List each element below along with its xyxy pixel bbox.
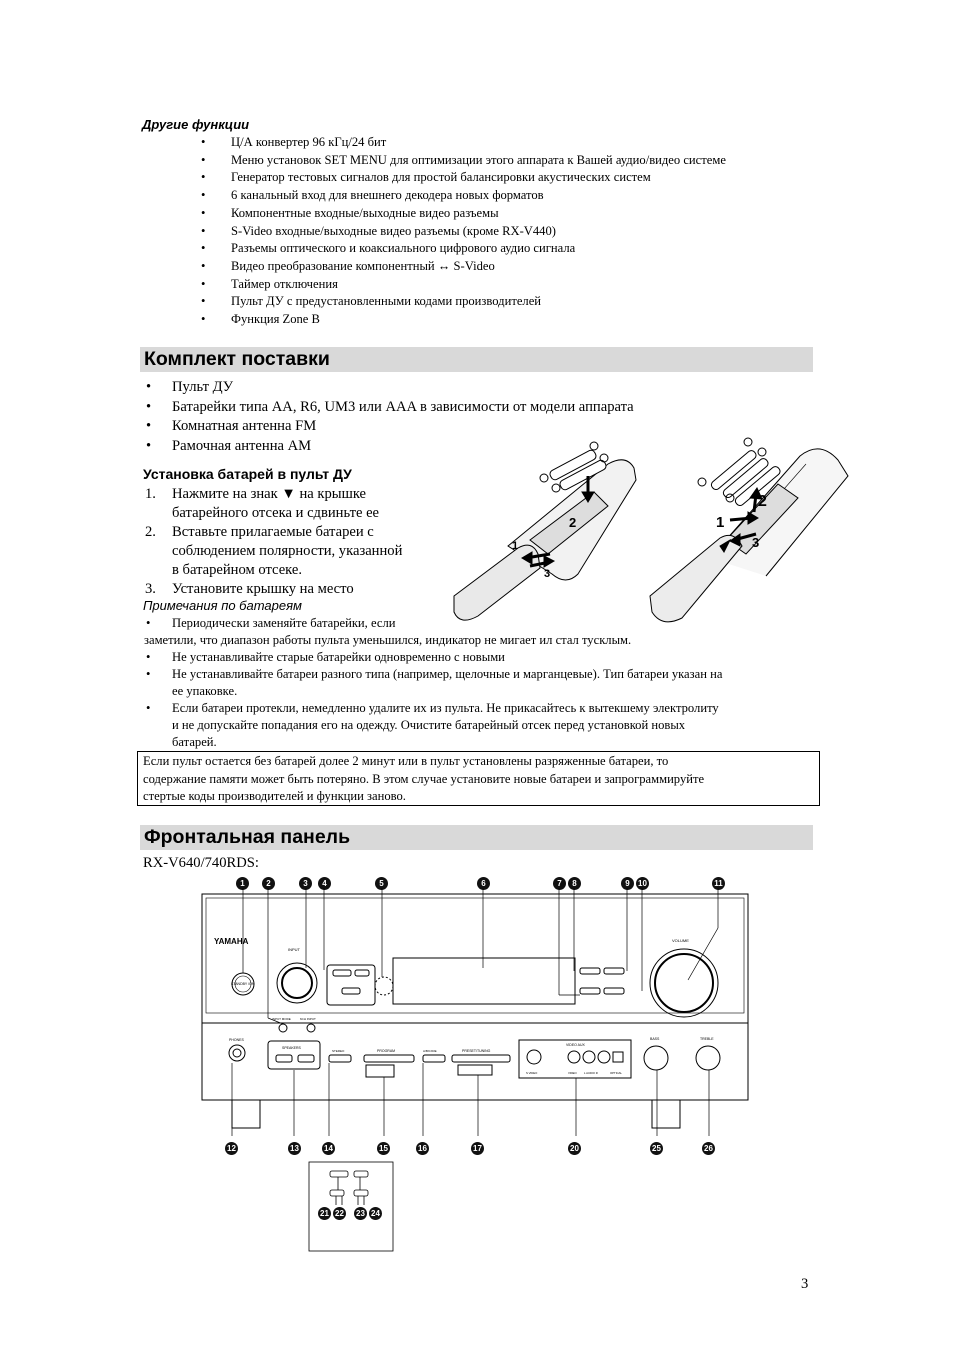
note-text: • Не устанавливайте батареи разного типа (например, щелочные и марганцевые). Тип батареи указан на [172,667,723,681]
callout-badge: 26 [702,1142,715,1155]
list-item: • Батарейки типа AA, R6, UM3 или AAA в зависимости от модели аппарата [144,398,634,418]
callout-badge: 11 [712,877,725,890]
panel-label: BASS [650,1037,660,1041]
note-text: заметили, что диапазон работы пульта уменьшился, индикатор не мигает ил стал тусклым. [144,633,632,647]
note-text: • Если батареи протекли, немедленно удалите их из пульта. Не прикасайтесь к вытекшему электролиту [172,701,719,715]
step-number: 2. [145,524,156,540]
step-text: Нажмите на знак ▼ на крышке [172,486,367,502]
callout-badge: 5 [375,877,388,890]
phones-jack [229,1045,245,1061]
s-video-jack [527,1050,541,1064]
callout-badge: 7 [553,877,566,890]
figure-label: 2 [758,493,767,510]
figure-label: 1 [512,540,519,552]
front-panel-heading: Фронтальная панель [144,826,351,848]
list-item: • Рамочная антенна AM [144,437,634,457]
callout-badge: 14 [322,1142,335,1155]
panel-label: A/B/C/D/E [423,1049,437,1053]
other-functions-list [201,134,726,329]
list-item: • Компонентные входные/выходные видео разъемы [201,205,726,223]
callout-badge: 9 [621,877,634,890]
panel-label: VIDEO [568,1071,577,1075]
callout-badge: 8 [568,877,581,890]
battery-install-heading: Установка батарей в пульт ДУ [143,466,352,482]
list-item: • Таймер отключения [201,276,726,294]
warning-text: Если пульт остается без батарей долее 2 минут или в пульт установлены разряженные батареи, то [143,754,669,768]
battery-cover-right [650,535,742,622]
step-number: 3. [145,581,156,597]
callout-badge: 20 [568,1142,581,1155]
battery-steps [144,485,444,599]
panel-label: TREBLE [700,1037,714,1041]
list-item: • Видео преобразование компонентный ↔ S-Video [201,258,726,276]
program-button [364,1055,414,1062]
figure-label: 1 [716,514,725,531]
callout-badge: 16 [416,1142,429,1155]
preset-tuning-button [452,1055,510,1062]
note-text: батарей. [172,735,217,749]
callout-badge: 23 [354,1207,367,1220]
optical-jack [613,1052,623,1062]
list-item: • Ц/А конвертер 96 кГц/24 бит [201,134,726,152]
callout-badge: 15 [377,1142,390,1155]
step-text: соблюдением полярности, указанной [172,543,403,559]
list-item: • S-Video входные/выходные видео разъемы (кроме RX-V440) [201,223,726,241]
figure-label: 3 [752,535,760,550]
bass-knob [644,1046,668,1070]
audio-l-jack [583,1051,595,1063]
list-item: • 6 канальный вход для внешнего декодера новых форматов [201,187,726,205]
step-number: 1. [145,486,156,502]
list-item: • Функция Zone B [201,311,726,329]
list-item: • Меню установок SET MENU для оптимизации этого аппарата к Вашей аудио/видео системе [201,152,726,170]
list-item [144,615,824,649]
figure-label: 2 [569,515,577,530]
panel-label: 6CH INPUT [300,1017,316,1021]
list-item [144,700,824,751]
panel-label: OPTICAL [610,1071,622,1075]
memory-warning-box [137,751,820,806]
speaker-b-button [298,1055,314,1062]
list-item [144,666,824,700]
warning-text: стертые коды производителей и функции заново. [143,789,406,803]
video-jack [568,1051,580,1063]
input-mode-button [279,1024,287,1032]
front-panel-section-band [140,825,813,850]
callout-badge: 22 [333,1207,346,1220]
brand-logo-text: YAMAHA [214,937,249,946]
package-heading: Комплект поставки [144,348,330,370]
other-functions-heading: Другие функции [142,117,250,132]
page-number: 3 [801,1276,809,1292]
receiver-front-panel [196,888,756,1136]
panel-label: INPUT [288,947,300,952]
step-text: Установите крышку на место [172,581,354,597]
panel-label: PRESET/TUNING [462,1049,491,1053]
callout-badge: 12 [225,1142,238,1155]
volume-knob [650,949,718,1017]
step-3 [144,580,444,599]
callout-badge: 25 [650,1142,663,1155]
callout-badge: 2 [262,877,275,890]
step-1 [144,485,444,523]
list-item: • Пульт ДУ [144,378,634,398]
panel-label: PHONES [229,1038,244,1042]
stereo-button [329,1055,351,1062]
step-text: батарейного отсека и сдвиньте ее [172,505,380,521]
panel-label: STANDBY /ON [231,982,255,986]
list-item: • Пульт ДУ с предустановленными кодами производителей [201,293,726,311]
panel-label: L AUDIO R [584,1071,598,1075]
note-text: и не допускайте попадания его на одежду. Очистите батарейный отсек перед установкой новых [172,718,686,732]
figure-label: 3 [544,568,551,580]
speaker-a-button [276,1055,292,1062]
note-text: • Периодически заменяйте батарейки, если [172,616,396,630]
step-2 [144,523,444,580]
callout-badge: 3 [299,877,312,890]
callout-badge: 1 [236,877,249,890]
audio-r-jack [598,1051,610,1063]
callout-badge: 24 [369,1207,382,1220]
callout-badge: 17 [471,1142,484,1155]
list-item: • Генератор тестовых сигналов для простой балансировки акустических систем [201,169,726,187]
model-label: RX-V640/740RDS: [143,855,259,871]
treble-knob [696,1046,720,1070]
step-text: в батарейном отсеке. [172,562,303,578]
front-display [393,958,575,1004]
battery-notes-list [144,615,824,751]
callout-badge: 6 [477,877,490,890]
6ch-input-button [307,1024,315,1032]
step-text: Вставьте прилагаемые батареи с [172,524,374,540]
panel-label: VIDEO AUX [566,1043,585,1047]
panel-label: SPEAKERS [282,1046,301,1050]
list-item: • Разъемы оптического и коаксиального цифрового аудио сигнала [201,240,726,258]
callout-badge: 21 [318,1207,331,1220]
callout-badge: 10 [636,877,649,890]
panel-label: INPUT MODE [272,1017,291,1021]
list-item [144,649,824,666]
abcde-button [423,1055,445,1062]
package-section-band [140,347,813,372]
warning-text: содержание памяти может быть потеряно. В этом случае установите новые батареи и запрограммируйте [143,771,705,786]
callout-badge: 4 [318,877,331,890]
note-text: ее упаковке. [172,684,238,698]
inset-detail [308,1161,394,1252]
note-text: • Не устанавливайте старые батарейки одновременно с новыми [172,650,505,664]
panel-label: STEREO [332,1049,345,1053]
battery-notes-heading: Примечания по батареям [143,598,302,613]
callout-badge: 13 [288,1142,301,1155]
battery-install-illustration [448,436,858,626]
panel-label: S VIDEO [526,1071,538,1075]
list-item: • Комнатная антенна FM [144,417,634,437]
panel-label: PROGRAM [377,1049,396,1053]
panel-label: VOLUME [672,938,689,943]
